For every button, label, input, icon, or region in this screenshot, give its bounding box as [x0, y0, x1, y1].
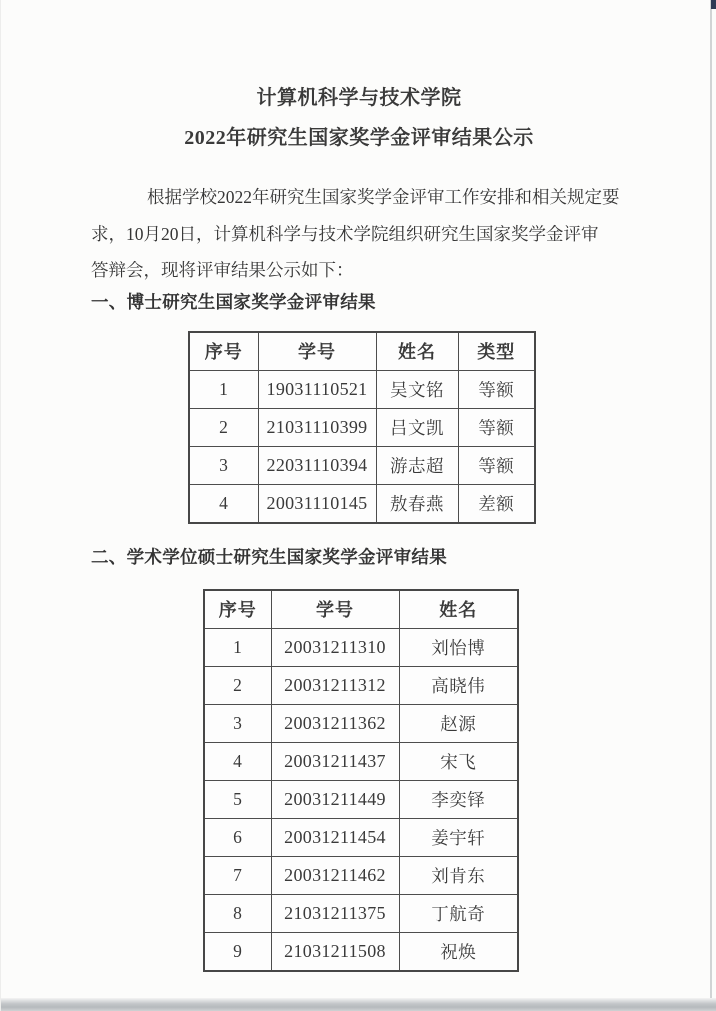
table-row	[189, 446, 535, 484]
table-row	[204, 666, 518, 704]
scan-bottom-shadow	[1, 998, 716, 1011]
table-cell: 20031211437	[271, 742, 399, 780]
table-row	[204, 742, 518, 780]
table-cell: 刘肯东	[399, 856, 518, 894]
table-cell: 等额	[458, 408, 535, 446]
table-cell: 等额	[458, 446, 535, 484]
table-cell: 吴文铭	[376, 370, 458, 408]
table-cell: 1	[189, 370, 258, 408]
table-cell: 21031211508	[271, 932, 399, 971]
table-cell: 8	[204, 894, 271, 932]
table-cell: 等额	[458, 370, 535, 408]
table-header-row	[204, 590, 518, 629]
table-cell: 21031211375	[271, 894, 399, 932]
table-cell: 6	[204, 818, 271, 856]
table-cell: 20031211454	[271, 818, 399, 856]
header-cell: 学号	[271, 590, 399, 629]
document-title-line2: 2022年研究生国家奖学金评审结果公示	[184, 127, 534, 149]
intro-paragraph-line: 根据学校2022年研究生国家奖学金评审工作安排和相关规定要	[147, 187, 620, 207]
table-cell: 宋飞	[399, 742, 518, 780]
table-cell: 4	[204, 742, 271, 780]
table-cell: 20031110145	[258, 484, 376, 523]
table-cell: 21031110399	[258, 408, 376, 446]
doctoral-results-table	[188, 331, 536, 524]
table-cell: 3	[204, 704, 271, 742]
table-row	[204, 932, 518, 971]
document-content	[91, 78, 627, 972]
header-cell: 类型	[458, 332, 535, 371]
header-cell: 学号	[258, 332, 376, 371]
table-row	[189, 370, 535, 408]
table-cell: 刘怡博	[399, 628, 518, 666]
masters-results-table	[203, 589, 519, 972]
table-cell: 游志超	[376, 446, 458, 484]
table-cell: 敖春燕	[376, 484, 458, 523]
table-row	[204, 856, 518, 894]
table-cell: 7	[204, 856, 271, 894]
header-cell: 序号	[204, 590, 271, 629]
table-header-row	[189, 332, 535, 371]
table-row	[189, 408, 535, 446]
table-cell: 1	[204, 628, 271, 666]
header-cell: 姓名	[399, 590, 518, 629]
table-row	[204, 780, 518, 818]
table-row	[204, 704, 518, 742]
table-cell: 20031211312	[271, 666, 399, 704]
scan-corner-mark	[711, 0, 716, 9]
intro-paragraph-line: 答辩会，现将评审结果公示如下：	[91, 260, 354, 280]
table-cell: 李奕铎	[399, 780, 518, 818]
document-title-line1: 计算机科学与技术学院	[256, 87, 462, 109]
table-cell: 丁航奇	[399, 894, 518, 932]
table-cell: 祝焕	[399, 932, 518, 971]
table-cell: 吕文凯	[376, 408, 458, 446]
table-cell: 20031211449	[271, 780, 399, 818]
table-cell: 4	[189, 484, 258, 523]
table-cell: 2	[189, 408, 258, 446]
intro-paragraph	[91, 179, 627, 289]
table-row	[204, 894, 518, 932]
section-heading-masters: 二、学术学位硕士研究生国家奖学金评审结果	[91, 546, 447, 567]
table-cell: 5	[204, 780, 271, 818]
table-cell: 19031110521	[258, 370, 376, 408]
scan-edge-line	[710, 0, 712, 998]
table-cell: 20031211462	[271, 856, 399, 894]
table-cell: 差额	[458, 484, 535, 523]
table-row	[204, 818, 518, 856]
section-heading-doctoral: 一、博士研究生国家奖学金评审结果	[91, 291, 376, 312]
table-cell: 20031211362	[271, 704, 399, 742]
table-row	[189, 484, 535, 523]
intro-paragraph-line: 求，10月20日，计算机科学与技术学院组织研究生国家奖学金评审	[91, 223, 599, 244]
header-cell: 序号	[189, 332, 258, 371]
table-cell: 高晓伟	[399, 666, 518, 704]
table-cell: 姜宇轩	[399, 818, 518, 856]
table-cell: 20031211310	[271, 628, 399, 666]
table-cell: 3	[189, 446, 258, 484]
table-row	[204, 628, 518, 666]
table-cell: 9	[204, 932, 271, 971]
table-cell: 赵源	[399, 704, 518, 742]
table-cell: 2	[204, 666, 271, 704]
header-cell: 姓名	[376, 332, 458, 371]
table-cell: 22031110394	[258, 446, 376, 484]
